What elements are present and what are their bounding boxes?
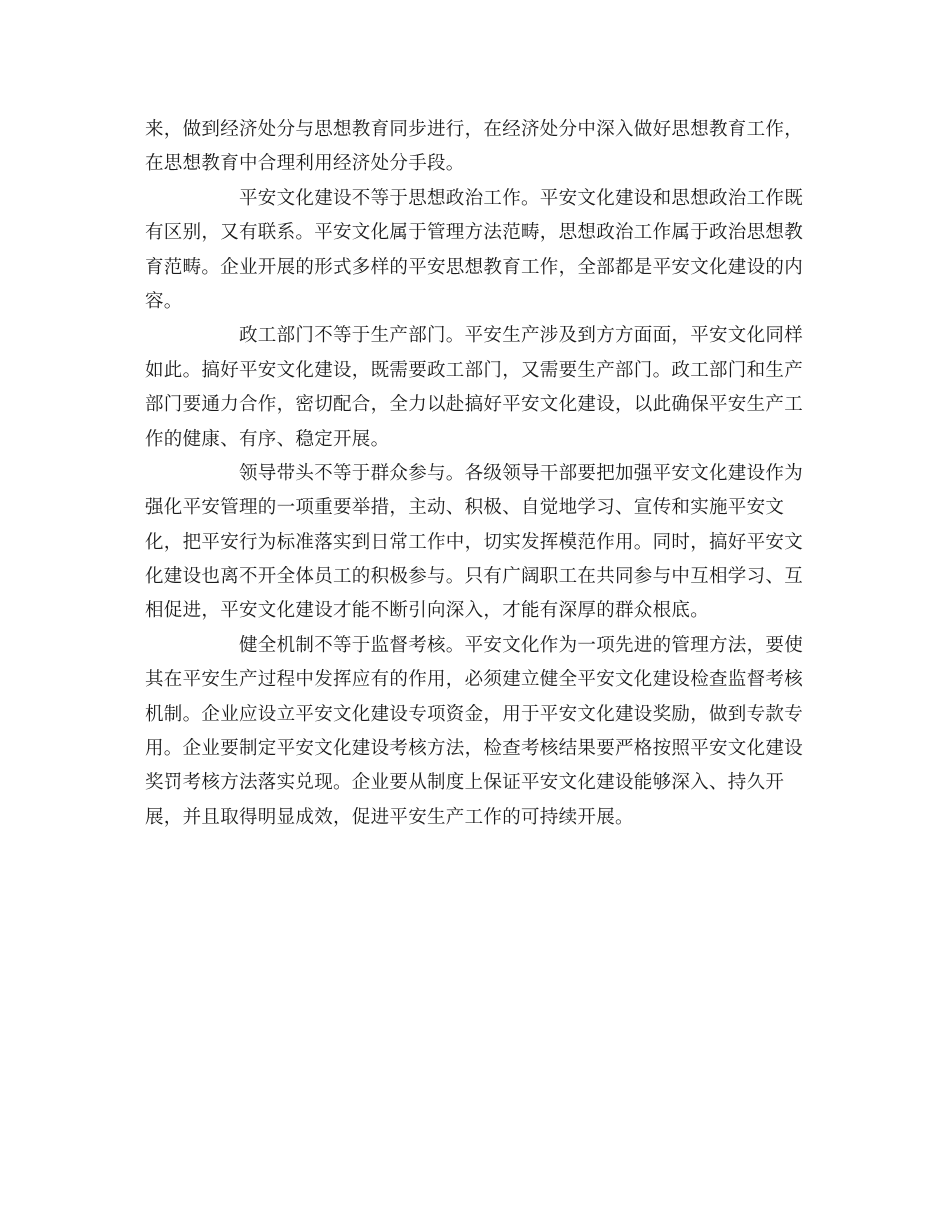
paragraph-line: 展，并且取得明显成效，促进平安生产工作的可持续开展。 [145,806,634,828]
paragraph-line: 化建设也离不开全体员工的积极参与。只有广阔职工在共同参与中互相学习、互 [145,566,804,588]
body-text [145,113,805,835]
paragraph-line: 政工部门不等于生产部门。平安生产涉及到方方面面，平安文化同样 [239,325,804,347]
paragraph-1 [145,113,805,182]
paragraph-line: 健全机制不等于监督考核。平安文化作为一项先进的管理方法，要使 [239,634,804,656]
paragraph-line: 在思想教育中合理利用经济处分手段。 [145,153,465,175]
paragraph-line: 领导带头不等于群众参与。各级领导干部要把加强平安文化建设作为 [239,462,804,484]
paragraph-line: 作的健康、有序、稳定开展。 [145,428,390,450]
paragraph-5 [145,629,805,835]
paragraph-line: 来，做到经济处分与思想教育同步进行，在经济处分中深入做好思想教育工作， [145,119,804,140]
paragraph-2 [145,182,805,320]
paragraph-line: 强化平安管理的一项重要举措，主动、积极、自觉地学习、宣传和实施平安文 [145,497,785,519]
paragraph-line: 如此。搞好平安文化建设，既需要政工部门，又需要生产部门。政工部门和生产 [145,359,804,381]
paragraph-line: 奖罚考核方法落实兑现。企业要从制度上保证平安文化建设能够深入、持久开 [145,772,785,794]
paragraph-line: 相促进，平安文化建设才能不断引向深入，才能有深厚的群众根底。 [145,600,710,622]
paragraph-line: 平安文化建设不等于思想政治工作。平安文化建设和思想政治工作既 [239,187,804,209]
paragraph-line: 容。 [145,290,183,312]
paragraph-4 [145,457,805,629]
paragraph-line: 用。企业要制定平安文化建设考核方法，检查考核结果要严格按照平安文化建设 [145,738,804,760]
paragraph-line: 有区别，又有联系。平安文化属于管理方法范畴，思想政治工作属于政治思想教 [145,222,804,244]
paragraph-3 [145,319,805,457]
paragraph-line: 化，把平安行为标准落实到日常工作中，切实发挥模范作用。同时，搞好平安文 [145,531,804,553]
paragraph-line: 其在平安生产过程中发挥应有的作用，必须建立健全平安文化建设检查监督考核 [145,669,804,691]
paragraph-line: 机制。企业应设立平安文化建设专项资金，用于平安文化建设奖励，做到专款专 [145,703,804,725]
paragraph-line: 育范畴。企业开展的形式多样的平安思想教育工作，全部都是平安文化建设的内 [145,256,804,278]
paragraph-line: 部门要通力合作，密切配合，全力以赴搞好平安文化建设，以此确保平安生产工 [145,394,804,416]
